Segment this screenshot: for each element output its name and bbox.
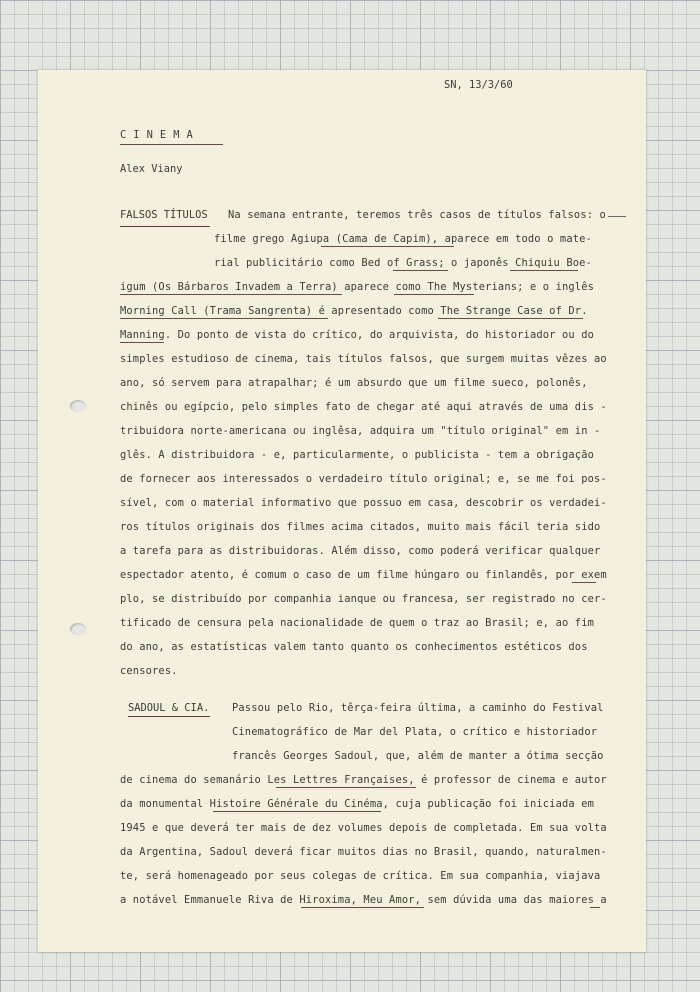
word-underline: [590, 907, 600, 908]
author-name: Alex Viany: [120, 163, 183, 175]
text-line: Passou pelo Rio, têrça-feira última, a caminho do Festival: [232, 702, 604, 714]
title-underline: [120, 294, 342, 295]
title-underline: [438, 318, 583, 319]
text-line: de fornecer aos interessados o verdadeiro título original; e, se me foi pos-: [120, 473, 607, 485]
word-underline: [572, 582, 596, 583]
text-line: Morning Call (Trama Sangrenta) é apresentado como The Strange Case of Dr.: [120, 305, 588, 317]
text-line: Cinematográfico de Mar del Plata, o crítico e historiador: [232, 726, 598, 738]
text-line: simples estudioso de cinema, tais títulos falsos, que surgem muitas vêzes ao: [120, 353, 607, 365]
text-line: Na semana entrante, teremos três casos de títulos falsos: o: [228, 209, 606, 221]
section-heading-underline: [120, 226, 210, 227]
text-line: plo, se distribuído por companhia ianque ou francesa, ser registrado no cer-: [120, 593, 607, 605]
title-underline: [510, 270, 578, 271]
text-line: chinês ou egípcio, pelo simples fato de chegar até aqui através de uma dis -: [120, 401, 607, 413]
text-line: da Argentina, Sadoul deverá ficar muitos dias no Brasil, quando, naturalmen-: [120, 846, 607, 858]
text-line: igum (Os Bárbaros Invadem a Terra) aparece como The Mysterians; e o inglês: [120, 281, 595, 293]
title-underline: [276, 787, 416, 788]
text-line: glês. A distribuidora - e, particularmente, o publicista - tem a obrigação: [120, 449, 595, 461]
title-underline: [120, 342, 164, 343]
title-underline: [393, 270, 448, 271]
text-line: rial publicitário como Bed of Grass; o japonês Chiquiu Boe-: [214, 257, 592, 269]
section-heading: SADOUL & CIA.: [128, 702, 210, 714]
text-line: filme grego Agiupa (Cama de Capim), aparece em todo o mate-: [214, 233, 592, 245]
text-line: francês Georges Sadoul, que, além de manter a ótima secção: [232, 750, 604, 762]
text-line: censores.: [120, 665, 178, 677]
text-line: a tarefa para as distribuidoras. Além disso, como poderá verificar qualquer: [120, 545, 601, 557]
text-line: da monumental Histoire Générale du Cinéma, cuja publicação foi iniciada em: [120, 798, 595, 810]
section-title: C I N E M A: [120, 129, 194, 141]
section-heading-underline: [128, 716, 210, 717]
text-line: te, será homenageado por seus colegas de crítica. Em sua companhia, viajava: [120, 870, 601, 882]
text-line: Manning. Do ponto de vista do crítico, do arquivista, do historiador ou do: [120, 329, 595, 341]
text-line: de cinema do semanário Les Lettres Françaises, é professor de cinema e autor: [120, 774, 607, 786]
title-underline: [120, 318, 328, 319]
margin-dash: [608, 216, 626, 217]
section-heading: FALSOS TÍTULOS: [120, 209, 208, 221]
title-underline: [301, 907, 424, 908]
text-line: tribuidora norte-americana ou inglêsa, adquira um "título original" em in -: [120, 425, 601, 437]
section-title-underline: [120, 144, 223, 145]
text-line: ros títulos originais dos filmes acima citados, muito mais fácil teria sido: [120, 521, 601, 533]
text-line: 1945 e que deverá ter mais de dez volumes depois de completada. Em sua volta: [120, 822, 607, 834]
text-line: do ano, as estatísticas valem tanto quanto os conhecimentos estéticos dos: [120, 641, 588, 653]
text-line: sível, com o material informativo que possuo em casa, descobrir os verdadei-: [120, 497, 607, 509]
text-line: espectador atento, é comum o caso de um filme húngaro ou finlandês, por exem: [120, 569, 607, 581]
document-reference: SN, 13/3/60: [444, 79, 513, 91]
text-line: ano, só servem para atrapalhar; é um absurdo que um filme sueco, polonês,: [120, 377, 588, 389]
title-underline: [213, 811, 381, 812]
typewritten-page: [38, 70, 646, 952]
title-underline: [394, 294, 474, 295]
title-underline: [321, 246, 454, 247]
text-line: tificado de censura pela nacionalidade de quem o traz ao Brasil; e, ao fim: [120, 617, 595, 629]
punch-hole: [70, 623, 86, 635]
punch-hole: [70, 400, 86, 412]
text-line: a notável Emmanuele Riva de Hiroxima, Meu Amor, sem dúvida uma das maiores a: [120, 894, 607, 906]
